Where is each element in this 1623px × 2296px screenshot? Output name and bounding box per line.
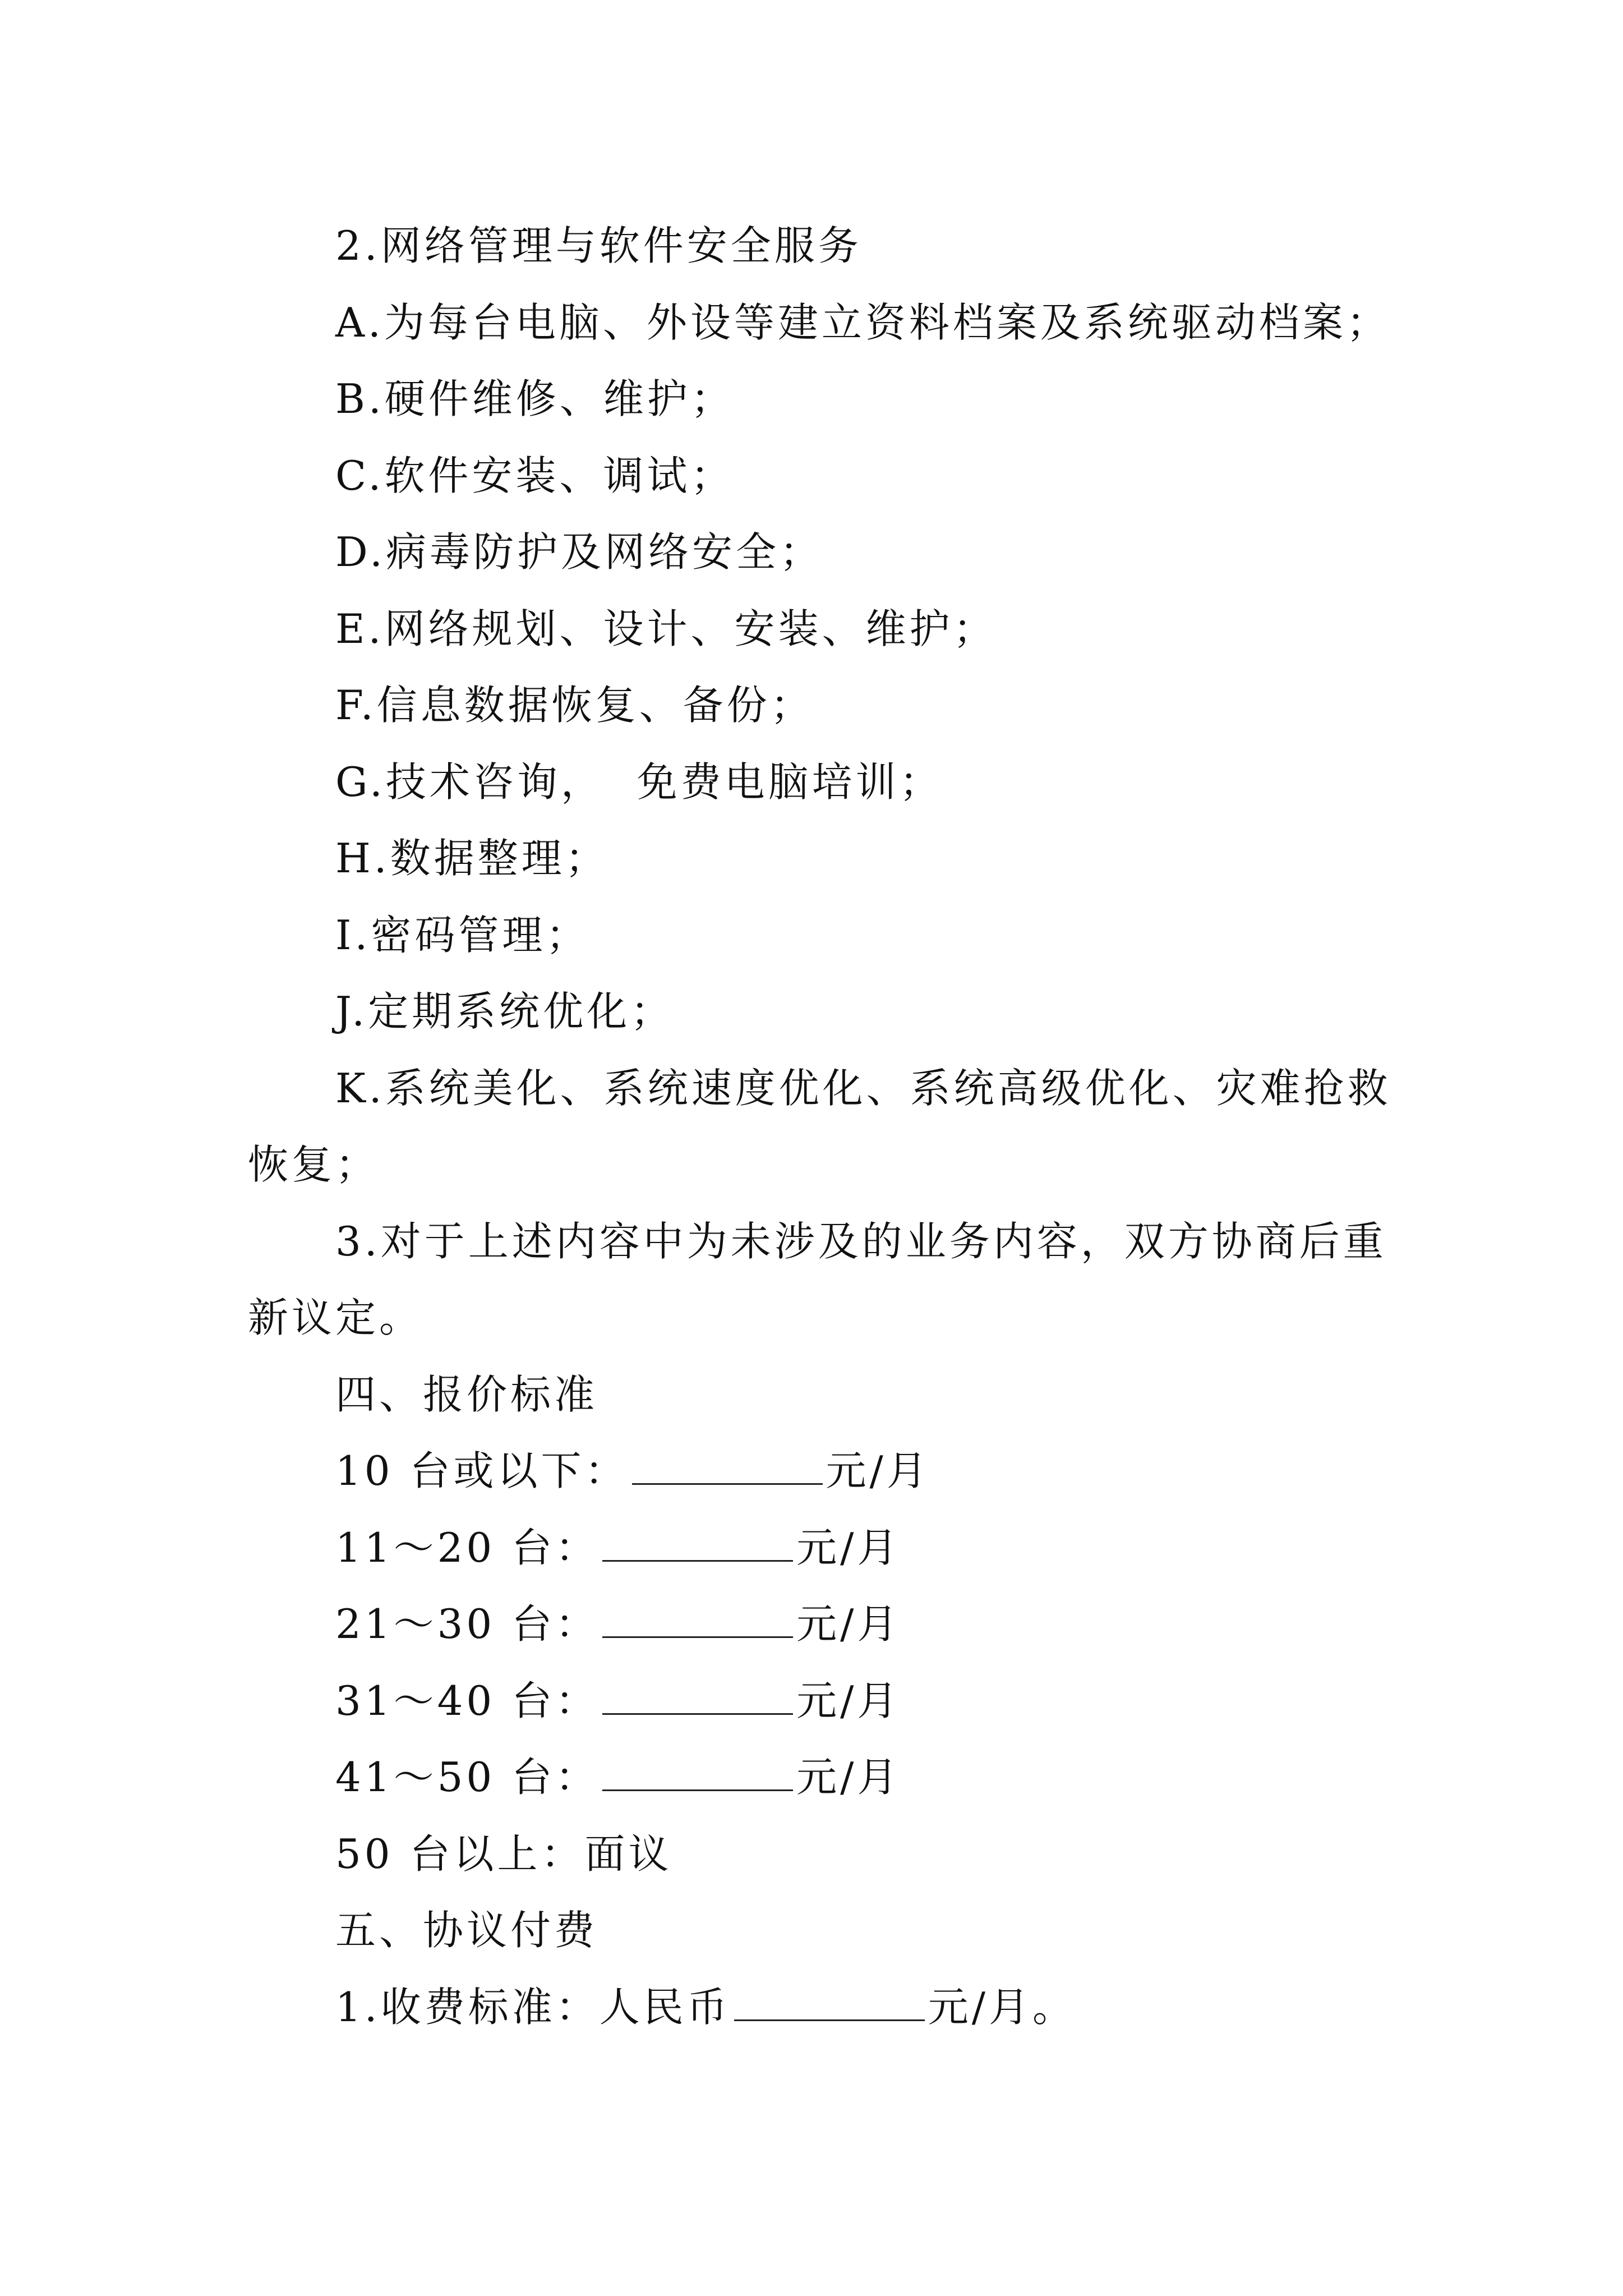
section-5-title: 五、协议付费 (335, 1907, 598, 1954)
list-item-a: A.为每台电脑、外设等建立资料档案及系统驱动档案； (335, 298, 1390, 346)
list-item-k-line1: K.系统美化、系统速度优化、系统高级优化、灾难抢救 (335, 1064, 1391, 1112)
section-3-line1: 3.对于上述内容中为未涉及的业务内容，双方协商后重 (335, 1217, 1387, 1265)
section-2-title: 2.网络管理与软件安全服务 (335, 222, 862, 269)
list-item-c: C.软件安装、调试； (335, 452, 735, 499)
fee-row (248, 1969, 1386, 2046)
list-item-k-line2: 恢复； (248, 1141, 380, 1188)
document-body (248, 208, 1391, 2045)
list-item-d: D.病毒防护及网络安全； (335, 528, 824, 576)
list-item-e: E.网络规划、设计、安装、维护； (335, 605, 997, 652)
pricing-unit: 元/月 (826, 1447, 930, 1494)
pricing-row (248, 1510, 1386, 1586)
section-4-title: 四、报价标准 (335, 1370, 598, 1418)
pricing-row (248, 1433, 1386, 1510)
pricing-label: 21～30 台： (335, 1600, 600, 1648)
pricing-label: 31～40 台： (335, 1677, 600, 1724)
pricing-unit: 元/月 (796, 1600, 901, 1648)
section-3-line2: 新议定。 (248, 1294, 423, 1341)
pricing-unit: 元/月 (796, 1677, 901, 1724)
fee-blank[interactable] (734, 1986, 925, 2021)
pricing-label: 41～50 台： (335, 1754, 600, 1801)
list-item-f: F.信息数据恢复、备份； (335, 682, 814, 729)
pricing-unit: 元/月 (796, 1754, 901, 1801)
pricing-label: 10 台或以下： (335, 1447, 629, 1494)
fee-label: 1.收费标准：人民币 (335, 1983, 731, 2031)
pricing-row (248, 1586, 1386, 1663)
price-blank[interactable] (602, 1756, 793, 1791)
list-item-g: G.技术咨询， 免费电脑培训； (335, 758, 943, 806)
fee-unit: 元/月。 (928, 1983, 1076, 2031)
list-item-h: H.数据整理； (335, 835, 609, 882)
pricing-label: 11～20 台： (335, 1524, 600, 1571)
list-item-b: B.硬件维修、维护； (335, 375, 735, 422)
price-blank[interactable] (602, 1603, 793, 1638)
price-blank[interactable] (602, 1680, 793, 1715)
list-item-i: I.密码管理； (335, 911, 590, 959)
price-blank[interactable] (632, 1450, 823, 1485)
pricing-row-last: 50 台以上：面议 (335, 1830, 672, 1878)
list-item-j: J.定期系统优化； (335, 988, 675, 1035)
price-blank[interactable] (602, 1526, 793, 1562)
pricing-row (248, 1663, 1386, 1740)
pricing-row (248, 1739, 1386, 1816)
pricing-unit: 元/月 (796, 1524, 901, 1571)
